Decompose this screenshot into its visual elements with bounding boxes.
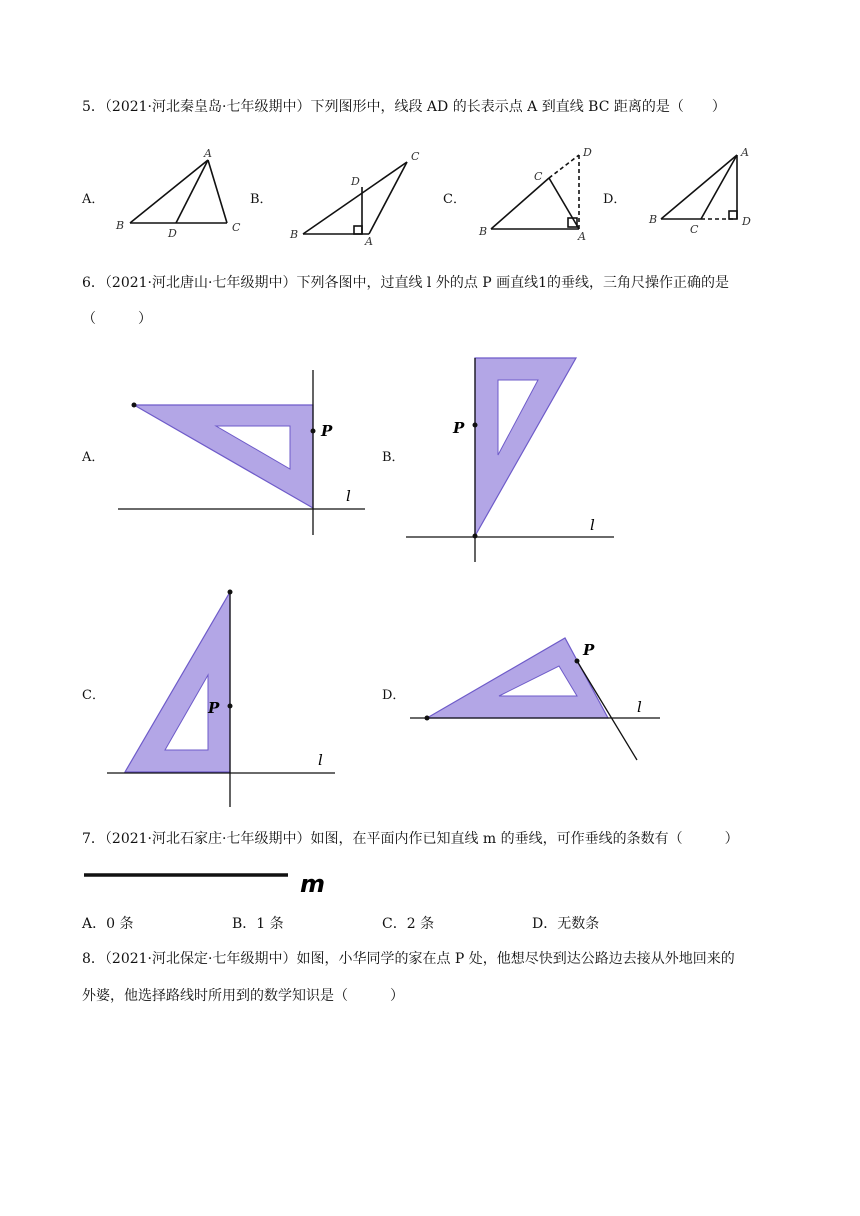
q5a-label-b: B (116, 219, 125, 232)
q5-stem (82, 96, 726, 116)
q6-figure-d (405, 630, 670, 770)
q5-text: 下列图形中，线段 AD 的长表示点 A 到直线 BC 距离的是（ ） (310, 99, 726, 115)
q6-number: 6． (82, 275, 105, 291)
q6c-label-l: l (318, 751, 323, 769)
q5b-label-c: C (411, 150, 420, 163)
q5d-label-d: D (742, 215, 751, 228)
q5-figure-a (110, 145, 250, 240)
q8-source: （2021·河北保定·七年级期中） (104, 951, 297, 967)
q5a-label-d: D (168, 227, 177, 240)
q5b-label-a: A (365, 235, 373, 248)
q5d-label-a: A (741, 146, 749, 159)
q5-figure-c (475, 143, 605, 243)
q6b-label-p: P (453, 419, 465, 437)
q8-stem (82, 948, 735, 968)
q6-figure-b (400, 350, 630, 565)
q6-stem (82, 272, 729, 292)
q5b-label-d: D (351, 175, 360, 188)
q5c-label-c: C (534, 170, 543, 183)
q6d-label-p: P (583, 641, 595, 659)
q7-option-c: C．2 条 (382, 916, 435, 932)
q7-label-m: m (300, 870, 326, 898)
q7-text: 如图，在平面内作已知直线 m 的垂线，可作垂线的条数有（ ） (310, 831, 739, 847)
q7-figure (80, 862, 340, 902)
q5a-label-c: C (232, 221, 241, 234)
q5-figure-b (285, 145, 435, 248)
q6-option-c-label: C． (82, 688, 105, 703)
q6-bracket: （ ） (82, 311, 152, 327)
q7-stem (82, 828, 739, 848)
q8-number: 8． (82, 951, 105, 967)
q5c-label-b: B (479, 225, 488, 238)
q7-source: （2021·河北石家庄·七年级期中） (104, 831, 311, 847)
q8-text-2: 外婆，他选择路线时所用到的数学知识是（ ） (82, 988, 404, 1004)
q6b-label-l: l (590, 516, 595, 534)
q5d-label-b: B (649, 213, 658, 226)
q5-number: 5． (82, 99, 105, 115)
q5d-label-c: C (690, 223, 699, 236)
q6-option-b-label: B． (382, 450, 405, 465)
q5b-label-b: B (290, 228, 299, 241)
q7-number: 7． (82, 831, 105, 847)
q6-option-d-label: D． (382, 688, 406, 703)
q7-option-a: A．0 条 (82, 916, 134, 932)
q5-figure-d (645, 143, 765, 238)
q5-option-a-label: A． (82, 192, 105, 207)
q5-option-c-label: C． (443, 192, 466, 207)
q6d-label-l: l (637, 698, 642, 716)
q6-figure-c (100, 585, 345, 810)
q8-text-1: 如图，小华同学的家在点 P 处，他想尽快到达公路边去接从外地回来的 (296, 951, 735, 967)
q6a-label-p: P (321, 422, 333, 440)
q6a-label-l: l (346, 487, 351, 505)
q6-option-a-label: A． (82, 450, 105, 465)
q5-option-d-label: D． (603, 192, 627, 207)
q7-option-b: B．1 条 (232, 916, 284, 932)
q5-source: （2021·河北秦皇岛·七年级期中） (104, 99, 311, 115)
q6-source: （2021·河北唐山·七年级期中） (104, 275, 297, 291)
q6-figure-a (110, 365, 380, 540)
q6-text: 下列各图中，过直线 l 外的点 P 画直线1的垂线，三角尺操作正确的是 (296, 275, 730, 291)
q5c-label-d: D (583, 146, 592, 159)
q5a-label-a: A (204, 147, 212, 160)
q5c-label-a: A (578, 230, 586, 243)
q7-option-d: D．无数条 (532, 916, 600, 932)
q5-option-b-label: B． (250, 192, 273, 207)
q6c-label-p: P (208, 699, 220, 717)
